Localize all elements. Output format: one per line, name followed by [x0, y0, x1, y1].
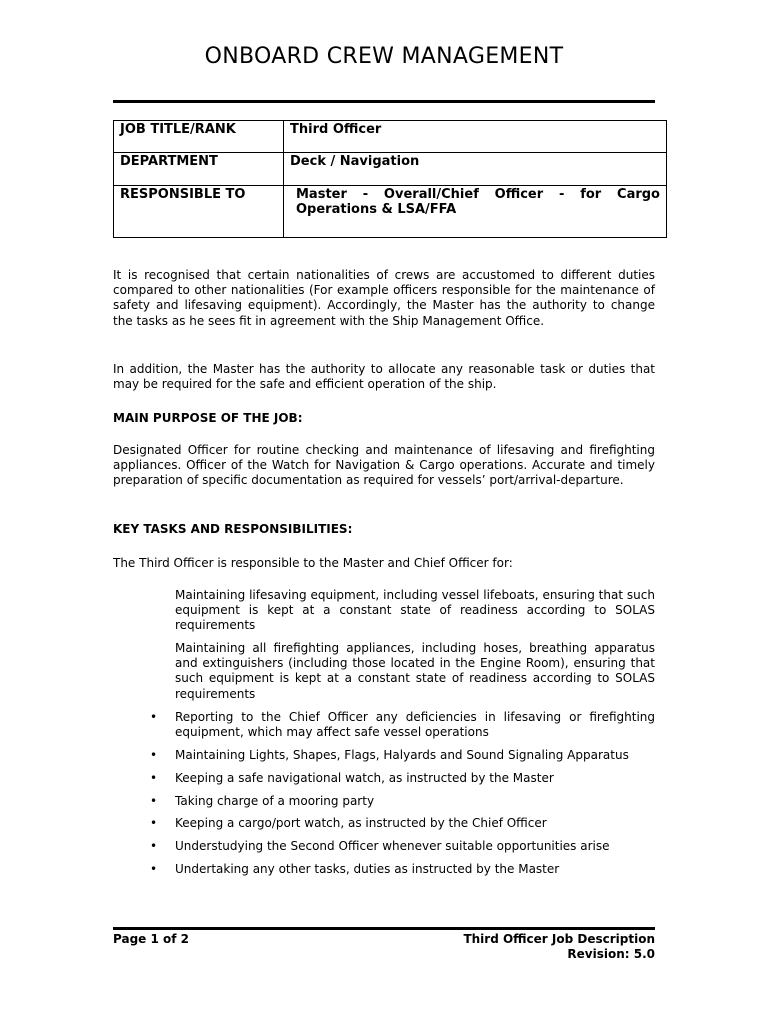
- bullet-icon: •: [150, 793, 158, 808]
- bullet-icon: •: [150, 710, 158, 724]
- footer-doc-info: [463, 932, 655, 962]
- list-item: [113, 771, 655, 786]
- department-label: DEPARTMENT: [114, 153, 284, 186]
- bullet-icon: •: [150, 816, 158, 831]
- table-row: [114, 121, 667, 153]
- bullet-icon: •: [150, 861, 158, 876]
- key-tasks-lead: The Third Officer is responsible to the Master and Chief Officer for:: [113, 556, 513, 570]
- job-title-value: Third Officer: [284, 121, 667, 153]
- page-title: ONBOARD CREW MANAGEMENT: [204, 44, 564, 69]
- list-item: [113, 862, 655, 877]
- responsible-to-text: Master - Overall/Chief Officer - for Cargo Operations & LSA/FFA: [296, 187, 660, 217]
- list-item-text: Understudying the Second Officer whenever suitable opportunities arise: [175, 839, 610, 854]
- list-item: [113, 710, 655, 740]
- page-number: Page 1 of 2: [113, 932, 189, 946]
- intro-text: In addition, the Master has the authority to allocate any reasonable task or duties that may be required for the safe and efficient operation of the ship.: [113, 362, 655, 392]
- list-item: [113, 794, 655, 809]
- footer-rule: [113, 927, 655, 930]
- list-item-text: Maintaining Lights, Shapes, Flags, Halyards and Sound Signaling Apparatus: [175, 748, 629, 762]
- list-item-text: Keeping a safe navigational watch, as instructed by the Master: [175, 770, 554, 785]
- responsible-to-value: [284, 186, 667, 238]
- intro-paragraph-2: [113, 362, 655, 392]
- job-info-table: [113, 120, 667, 238]
- footer-revision: Revision: 5.0: [567, 947, 655, 961]
- task-item-lifesaving: Maintaining lifesaving equipment, including vessel lifeboats, ensuring that such equipment is kept at a constant state of readiness according to SOLAS requirements: [175, 588, 655, 633]
- bullet-icon: •: [150, 839, 158, 854]
- main-purpose-text: Designated Officer for routine checking and maintenance of lifesaving and firefighting appliances. Officer of the Watch for Navigation & Cargo operations. Accurate and timely preparation of specific documentation as required for vessels’ port/arrival-departure.: [113, 443, 655, 488]
- list-item-text: Undertaking any other tasks, duties as instructed by the Master: [175, 861, 560, 876]
- footer-doc-title: Third Officer Job Description: [463, 932, 655, 946]
- table-row: [114, 153, 667, 186]
- bullet-icon: •: [150, 770, 158, 785]
- intro-text: It is recognised that certain nationalities of crews are accustomed to different duties compared to other nationalities (For example officers responsible for the maintenance of safety and lifesaving equipment). Accordingly, the Master has the authority to change the tasks as he sees fit in agreement with the Ship Management Office.: [113, 268, 655, 328]
- task-bullet-list: [113, 710, 655, 885]
- list-item: [113, 748, 655, 763]
- key-tasks-heading: KEY TASKS AND RESPONSIBILITIES:: [113, 522, 353, 536]
- responsible-to-label: RESPONSIBLE TO: [114, 186, 284, 238]
- main-purpose-heading: MAIN PURPOSE OF THE JOB:: [113, 411, 303, 425]
- department-value: Deck / Navigation: [284, 153, 667, 186]
- task-item-firefighting: Maintaining all firefighting appliances, including hoses, breathing apparatus and extinguishers (including those located in the Engine Room), ensuring that such equipment is kept at a constant state of readiness according to SOLAS requirements: [175, 641, 655, 701]
- table-row: [114, 186, 667, 238]
- header-rule: [113, 100, 655, 103]
- bullet-icon: •: [150, 748, 158, 762]
- job-title-label: JOB TITLE/RANK: [114, 121, 284, 153]
- list-item-text: Keeping a cargo/port watch, as instructed by the Chief Officer: [175, 816, 547, 831]
- list-item-text: Reporting to the Chief Officer any deficiencies in lifesaving or firefighting equipment, which may affect safe vessel operations: [175, 710, 655, 740]
- intro-paragraph-1: [113, 268, 655, 329]
- list-item: [113, 839, 655, 854]
- list-item-text: Taking charge of a mooring party: [175, 793, 375, 808]
- list-item: [113, 816, 655, 831]
